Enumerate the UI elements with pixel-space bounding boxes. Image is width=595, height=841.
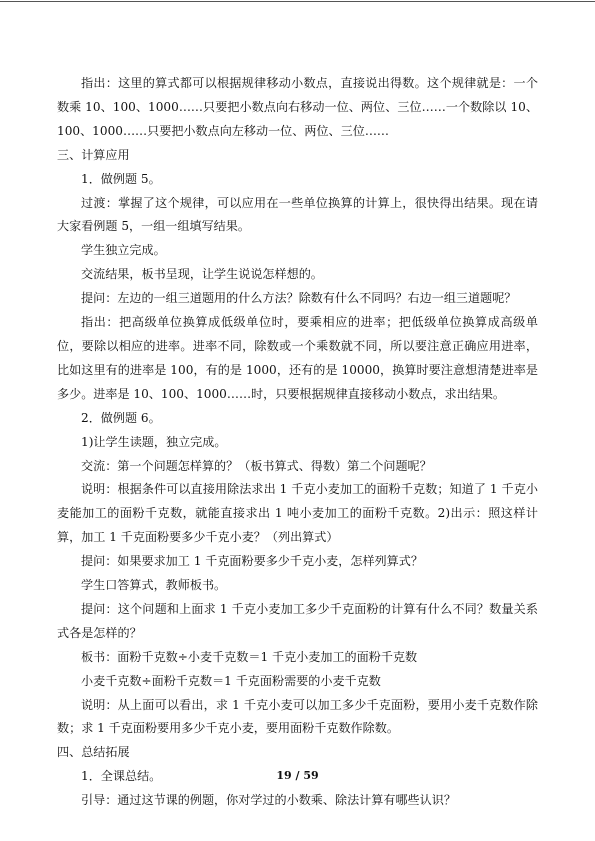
paragraph-10: 1)让学生读题，独立完成。 xyxy=(81,434,227,449)
paragraph-1: 指出：这里的算式都可以根据规律移动小数点，直接说出得数。这个规律就是：一个数乘 10、100、1000……只要把小数点向右移动一位、两位、三位……一个数除以 10、100、1000……只要把小数点向左移动一位、两位、三位…… xyxy=(57,76,538,138)
paragraph-17: 小麦千克数÷面粉千克数＝1 千克面粉需要的小麦千克数 xyxy=(81,673,381,688)
document-body xyxy=(57,72,538,813)
paragraph-16: 板书：面粉千克数÷小麦千克数＝1 千克小麦加工的面粉千克数 xyxy=(81,649,418,664)
paragraph-3: 1．做例题 5。 xyxy=(81,171,161,186)
paragraph-20: 1．全课总结。 xyxy=(81,769,162,784)
paragraph-6: 交流结果，板书呈现，让学生说说怎样想的。 xyxy=(81,267,323,282)
header-rule xyxy=(0,1,595,2)
paragraph-11: 交流：第一个问题怎样算的？（板书算式、得数）第二个问题呢？ xyxy=(81,458,432,473)
paragraph-14: 学生口答算式，教师板书。 xyxy=(81,578,227,593)
paragraph-21: 引导：通过这节课的例题，你对学过的小数乘、除法计算有哪些认识？ xyxy=(81,793,456,808)
paragraph-18: 说明：从上面可以看出，求 1 千克小麦可以加工多少千克面粉，要用小麦千克数作除数；求 1 千克面粉要用多少千克小麦，要用面粉千克数作除数。 xyxy=(57,697,538,736)
paragraph-12: 说明：根据条件可以直接用除法求出 1 千克小麦加工的面粉千克数；知道了 1 千克小麦能加工的面粉千克数，就能直接求出 1 吨小麦加工的面粉千克数。2)出示：照这样计算，加工 1 千克面粉要多少千克小麦？（列出算式） xyxy=(57,482,538,545)
paragraph-15: 提问：这个问题和上面求 1 千克小麦加工多少千克面粉的计算有什么不同？数量关系式各是怎样的？ xyxy=(57,601,538,640)
page-number: 19 / 59 xyxy=(276,769,319,782)
paragraph-8: 指出：把高级单位换算成低级单位时，要乘相应的进率；把低级单位换算成高级单位，要除以相应的进率。进率不同，除数或一个乘数就不同，所以要注意正确应用进率，比如这里有的进率是 100，有的是 1000，还有的是 10000，换算时要注意想清楚进率是多少。进率是 10、100、1000……时，只要根据规律直接移动小数点，求出结果。 xyxy=(57,315,538,401)
paragraph-4: 过渡：掌握了这个规律，可以应用在一些单位换算的计算上，很快得出结果。现在请大家看例题 5，一组一组填写结果。 xyxy=(57,195,538,234)
paragraph-9: 2．做例题 6。 xyxy=(81,410,161,425)
paragraph-13: 提问：如果要求加工 1 千克面粉要多少千克小麦，怎样列算式？ xyxy=(81,554,423,569)
section-heading-4: 四、总结拓展 xyxy=(57,745,130,760)
paragraph-7: 提问：左边的一组三道题用的什么方法？除数有什么不同吗？右边一组三道题呢？ xyxy=(81,291,517,306)
section-heading-3: 三、计算应用 xyxy=(57,147,130,162)
paragraph-5: 学生独立完成。 xyxy=(81,243,166,258)
